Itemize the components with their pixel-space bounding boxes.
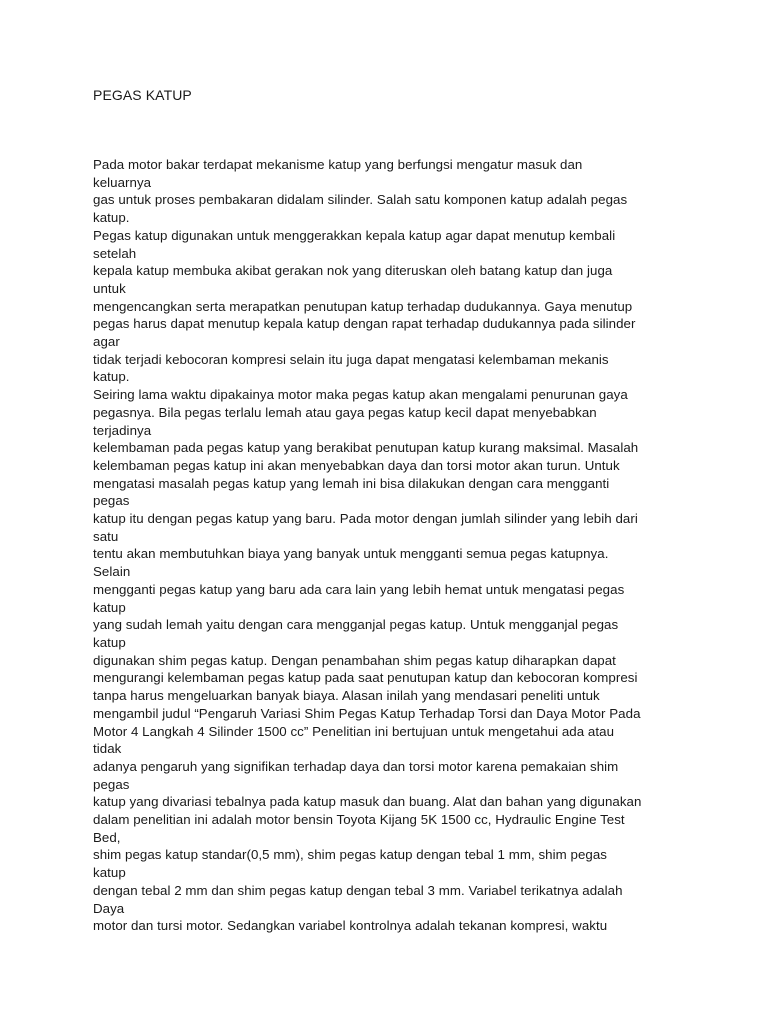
text-line: mengencangkan serta merapatkan penutupan katup terhadap dudukannya. Gaya menutup	[93, 298, 633, 314]
text-line: katup.	[93, 210, 130, 226]
text-line: katup yang divariasi tebalnya pada katup masuk dan buang. Alat dan bahan yang digunakan	[93, 794, 642, 810]
document-title: PEGAS KATUP	[93, 87, 192, 103]
text-line: pegas	[93, 776, 130, 792]
text-line: yang sudah lemah yaitu dengan cara mengganjal pegas katup. Untuk mengganjal pegas	[93, 617, 619, 633]
text-line: terjadinya	[93, 422, 152, 438]
text-line: mengatasi masalah pegas katup yang lemah ini bisa dilakukan dengan cara mengganti	[93, 475, 610, 491]
text-line: dengan tebal 2 mm dan shim pegas katup dengan tebal 3 mm. Variabel terikatnya adalah	[93, 882, 623, 898]
text-line: pegasnya. Bila pegas terlalu lemah atau gaya pegas katup kecil dapat menyebabkan	[93, 404, 597, 420]
text-line: adanya pengaruh yang signifikan terhadap daya dan torsi motor karena pemakaian shim	[93, 758, 619, 774]
text-line: katup itu dengan pegas katup yang baru. Pada motor dengan jumlah silinder yang lebih dari	[93, 511, 638, 527]
text-line: agar	[93, 334, 120, 350]
text-line: motor dan tursi motor. Sedangkan variabel kontrolnya adalah tekanan kompresi, waktu	[93, 918, 608, 934]
text-line: tidak terjadi kebocoran kompresi selain itu juga dapat mengatasi kelembaman mekanis	[93, 351, 609, 367]
text-line: katup.	[93, 369, 130, 385]
text-line: Bed,	[93, 829, 121, 845]
text-line: mengambil judul “Pengaruh Variasi Shim Pegas Katup Terhadap Torsi dan Daya Motor Pada	[93, 705, 641, 721]
text-line: pegas	[93, 493, 130, 509]
text-line: untuk	[93, 280, 126, 296]
text-line: shim pegas katup standar(0,5 mm), shim pegas katup dengan tebal 1 mm, shim pegas	[93, 847, 607, 863]
text-line: kelembaman pegas katup ini akan menyebabkan daya dan torsi motor akan turun. Untuk	[93, 457, 620, 473]
text-line: tidak	[93, 741, 122, 757]
text-line: digunakan shim pegas katup. Dengan penambahan shim pegas katup diharapkan dapat	[93, 652, 616, 668]
text-line: Seiring lama waktu dipakainya motor maka pegas katup akan mengalami penurunan gaya	[93, 387, 628, 403]
text-line: katup	[93, 599, 126, 615]
document-body	[93, 156, 693, 935]
text-line: Daya	[93, 900, 125, 916]
text-line: tanpa harus mengeluarkan banyak biaya. Alasan inilah yang mendasari peneliti untuk	[93, 688, 600, 704]
text-line: Pegas katup digunakan untuk menggerakkan kepala katup agar dapat menutup kembali	[93, 227, 616, 243]
text-line: tentu akan membutuhkan biaya yang banyak untuk mengganti semua pegas katupnya.	[93, 546, 609, 562]
text-line: katup	[93, 634, 126, 650]
text-line: setelah	[93, 245, 137, 261]
text-line: mengganti pegas katup yang baru ada cara lain yang lebih hemat untuk mengatasi pegas	[93, 581, 625, 597]
text-line: mengurangi kelembaman pegas katup pada saat penutupan katup dan kebocoran kompresi	[93, 670, 638, 686]
text-line: gas untuk proses pembakaran didalam silinder. Salah satu komponen katup adalah pegas	[93, 192, 628, 208]
text-line: dalam penelitian ini adalah motor bensin Toyota Kijang 5K 1500 cc, Hydraulic Engine Test	[93, 812, 625, 828]
text-line: Selain	[93, 564, 131, 580]
text-line: kelembaman pada pegas katup yang berakibat penutupan katup kurang maksimal. Masalah	[93, 440, 639, 456]
text-line: katup	[93, 865, 126, 881]
text-line: Pada motor bakar terdapat mekanisme katup yang berfungsi mengatur masuk dan	[93, 157, 583, 172]
text-line: pegas harus dapat menutup kepala katup dengan rapat terhadap dudukannya pada silinder	[93, 316, 636, 332]
text-line: Motor 4 Langkah 4 Silinder 1500 cc” Penelitian ini bertujuan untuk mengetahui ada atau	[93, 723, 615, 739]
text-line: kepala katup membuka akibat gerakan nok yang diteruskan oleh batang katup dan juga	[93, 263, 613, 279]
text-line: keluarnya	[93, 174, 152, 190]
text-line: satu	[93, 528, 119, 544]
